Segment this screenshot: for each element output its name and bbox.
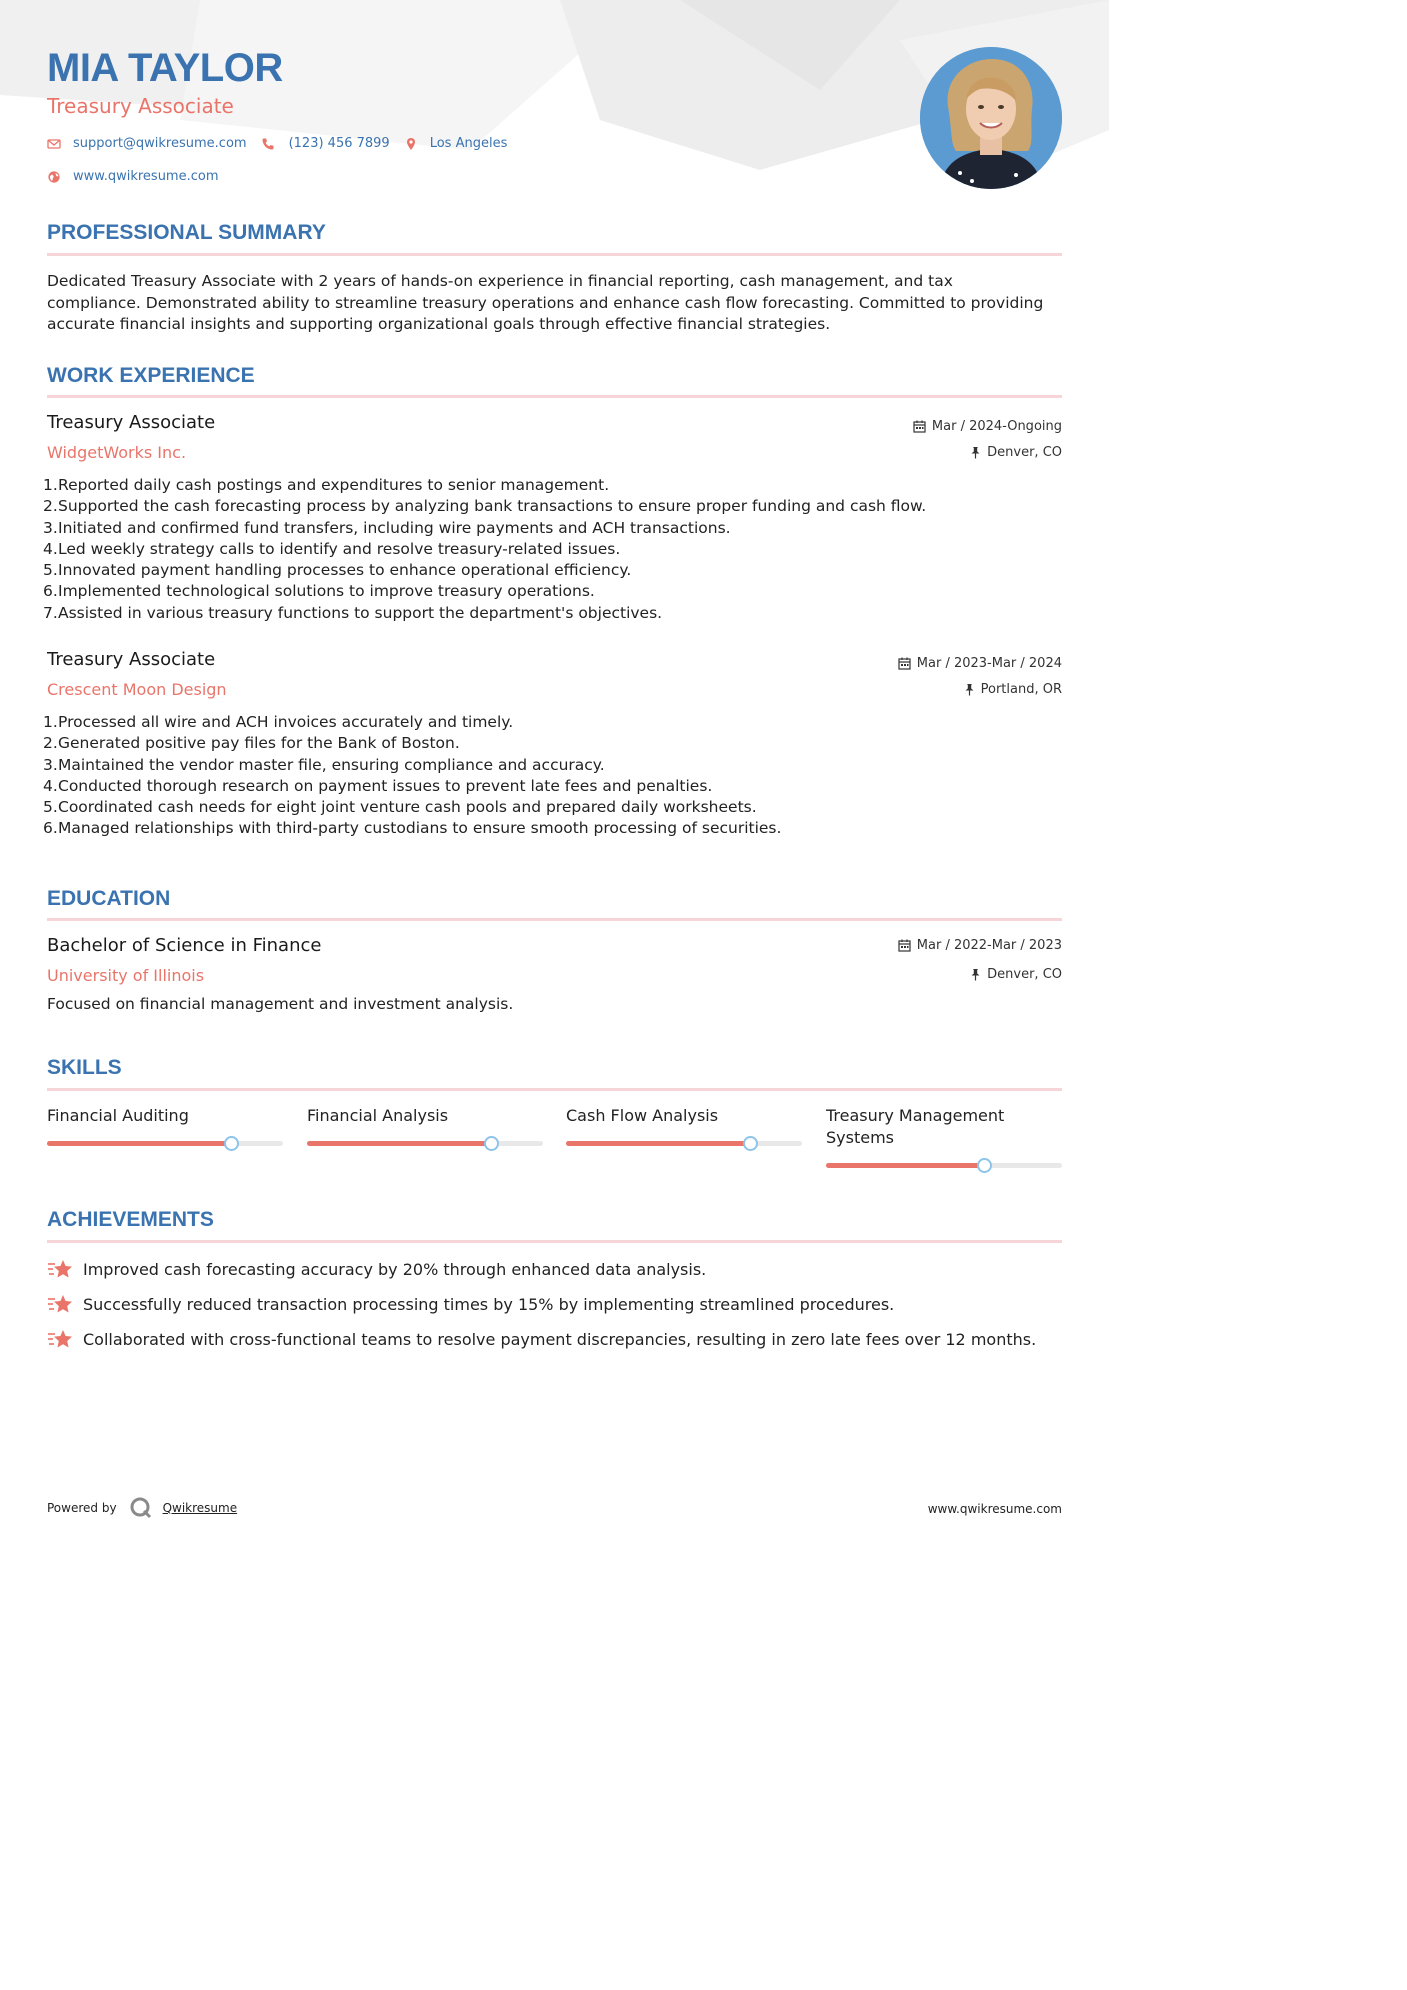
job-dates: [913, 419, 1062, 434]
job-bullets: [43, 712, 781, 840]
company-name: Crescent Moon Design: [47, 680, 227, 699]
map-pin-icon: [404, 137, 418, 151]
job-dates-text: Mar / 2024-Ongoing: [931, 419, 1062, 434]
skill-name: Treasury Management Systems: [826, 1106, 1005, 1147]
profile-photo: [920, 47, 1062, 189]
bullet-item: 2.Supported the cash forecasting process by analyzing bank transactions to ensure proper funding and cash flow.: [43, 497, 927, 516]
skill-item: [566, 1105, 802, 1146]
bullet-item: 3.Maintained the vendor master file, ensuring compliance and accuracy.: [43, 755, 605, 774]
skill-level-knob: [977, 1158, 992, 1173]
experience-heading: WORK EXPERIENCE: [47, 364, 255, 387]
summary-heading: PROFESSIONAL SUMMARY: [47, 221, 326, 244]
calendar-icon: [898, 939, 911, 952]
skills-heading: SKILLS: [47, 1056, 122, 1079]
achievements-heading: ACHIEVEMENTS: [47, 1208, 214, 1231]
bullet-item: 5.Innovated payment handling processes to enhance operational efficiency.: [43, 561, 632, 580]
skill-level-fill: [47, 1141, 231, 1146]
contact-row-website: [47, 169, 233, 184]
achievement-text: Collaborated with cross-functional teams to resolve payment discrepancies, resulting in zero late fees over 12 months.: [83, 1329, 1037, 1349]
job-location-text: Portland, OR: [980, 682, 1062, 697]
skills-divider: [47, 1088, 1062, 1091]
achievements-divider: [47, 1240, 1062, 1243]
job-location: [970, 445, 1062, 460]
skill-level-bar: [826, 1163, 1062, 1168]
job-dates-text: Mar / 2023-Mar / 2024: [916, 656, 1062, 671]
company-name: WidgetWorks Inc.: [47, 443, 187, 462]
pushpin-icon: [970, 446, 981, 459]
skill-name: Cash Flow Analysis: [566, 1106, 719, 1125]
skill-level-bar: [47, 1141, 283, 1146]
contact-website[interactable]: [47, 169, 219, 184]
skill-level-bar: [566, 1141, 802, 1146]
job-title: Treasury Associate: [47, 412, 216, 433]
achievement-item: [47, 1258, 706, 1280]
skill-name: Financial Analysis: [307, 1106, 449, 1125]
skill-item: [826, 1105, 1062, 1168]
achievement-text: Improved cash forecasting accuracy by 20% through enhanced data analysis.: [83, 1259, 707, 1279]
summary-text: Dedicated Treasury Associate with 2 years of hands-on experience in financial reporting, cash management, and tax compliance. Demonstrated ability to streamline treasury operations and enhance cash flow forecasting. Committed to providing accurate financial insights and supporting organizational goals through effective financial strategies.: [47, 272, 1044, 333]
bullet-item: 4.Led weekly strategy calls to identify and resolve treasury-related issues.: [43, 539, 621, 558]
envelope-icon: [47, 137, 61, 151]
candidate-title: Treasury Associate: [47, 94, 234, 118]
website-text: www.qwikresume.com: [73, 169, 219, 184]
portrait-image: [920, 47, 1062, 189]
skill-level-knob: [484, 1136, 499, 1151]
education-location: [970, 967, 1062, 982]
footer-powered-by: [47, 1496, 237, 1520]
calendar-icon: [898, 657, 911, 670]
contact-email[interactable]: [47, 136, 247, 151]
education-location-text: Denver, CO: [987, 967, 1062, 982]
pushpin-icon: [970, 968, 981, 981]
education-dates: [898, 938, 1062, 953]
skill-level-knob: [224, 1136, 239, 1151]
candidate-name: MIA TAYLOR: [47, 46, 283, 90]
powered-by-label: Powered by: [47, 1501, 117, 1515]
brand-link[interactable]: Qwikresume: [162, 1501, 238, 1515]
footer-website[interactable]: www.qwikresume.com: [927, 1502, 1062, 1516]
education-heading: EDUCATION: [47, 887, 171, 910]
phone-icon: [261, 137, 275, 151]
skill-level-fill: [307, 1141, 491, 1146]
bullet-item: 1.Processed all wire and ACH invoices accurately and timely.: [43, 713, 514, 731]
bullet-item: 2.Generated positive pay files for the Bank of Boston.: [43, 734, 460, 753]
bullet-item: 5.Coordinated cash needs for eight joint venture cash pools and prepared daily worksheets.: [43, 798, 757, 817]
job-dates: [898, 656, 1062, 671]
experience-divider: [47, 395, 1062, 398]
contact-location: [404, 136, 508, 151]
bullet-item: 7.Assisted in various treasury functions to support the department's objectives.: [43, 603, 663, 622]
qwikresume-logo-icon: [129, 1496, 153, 1520]
phone-text: (123) 456 7899: [288, 136, 390, 151]
bullet-item: 4.Conducted thorough research on payment issues to prevent late fees and penalties.: [43, 776, 713, 795]
skill-item: [47, 1105, 283, 1146]
star-icon: [47, 1293, 73, 1315]
calendar-icon: [913, 420, 926, 433]
email-text: support@qwikresume.com: [73, 136, 247, 151]
job-location: [964, 682, 1062, 697]
star-icon: [47, 1328, 73, 1350]
contact-phone[interactable]: [261, 136, 390, 151]
contact-row: [47, 136, 521, 151]
education-description: Focused on financial management and investment analysis.: [47, 995, 514, 1013]
summary-divider: [47, 253, 1062, 256]
education-divider: [47, 918, 1062, 921]
skill-item: [307, 1105, 543, 1146]
globe-icon: [47, 170, 61, 184]
bullet-item: 1.Reported daily cash postings and expenditures to senior management.: [43, 476, 610, 494]
skill-level-fill: [566, 1141, 750, 1146]
bullet-item: 6.Managed relationships with third-party custodians to ensure smooth processing of securities.: [43, 819, 782, 838]
pushpin-icon: [964, 683, 975, 696]
job-bullets: [43, 475, 926, 624]
job-location-text: Denver, CO: [987, 445, 1062, 460]
skill-level-bar: [307, 1141, 543, 1146]
education-dates-text: Mar / 2022-Mar / 2023: [916, 938, 1062, 953]
star-icon: [47, 1258, 73, 1280]
achievement-item: [47, 1293, 894, 1315]
skill-level-fill: [826, 1163, 984, 1168]
job-title: Treasury Associate: [47, 649, 216, 670]
skill-name: Financial Auditing: [47, 1106, 189, 1125]
degree-title: Bachelor of Science in Finance: [47, 935, 322, 956]
achievement-item: [47, 1328, 1036, 1350]
school-name: University of Illinois: [47, 966, 205, 985]
achievement-text: Successfully reduced transaction processing times by 15% by implementing streamlined procedures.: [83, 1294, 895, 1314]
bullet-item: 6.Implemented technological solutions to improve treasury operations.: [43, 582, 595, 601]
skill-level-knob: [743, 1136, 758, 1151]
bullet-item: 3.Initiated and confirmed fund transfers, including wire payments and ACH transactions.: [43, 518, 731, 537]
location-text: Los Angeles: [429, 136, 508, 151]
